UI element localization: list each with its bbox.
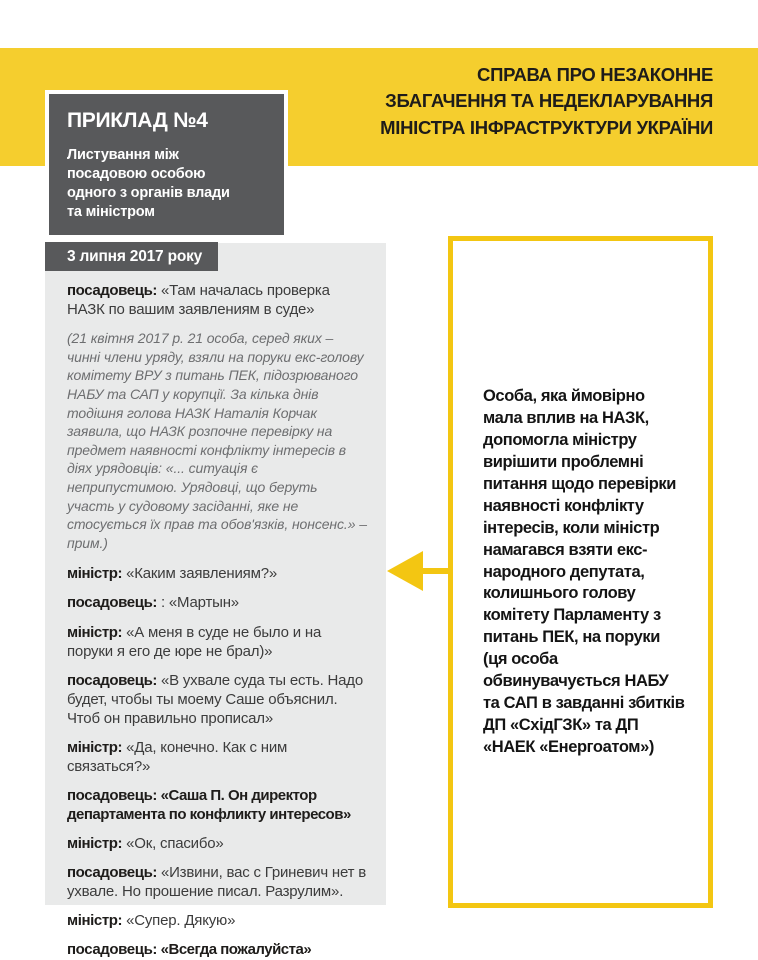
arrow-left-icon [387, 551, 423, 591]
arrow-left-icon [419, 568, 450, 574]
message-text: «Каким заявлениям?» [126, 565, 277, 583]
speaker-label: посадовець: [67, 941, 157, 959]
message-text: «Извини, вас с Гриневич нет в ухвале. Но прошение писал. Разрулим». [67, 863, 367, 901]
chat-message [67, 911, 368, 930]
chat-message [67, 623, 368, 661]
message-text: «Саша П. Он директор департамента по конфликту интересов» [67, 786, 351, 823]
speaker-label: міністр: [67, 912, 123, 930]
editorial-note: (21 квітня 2017 р. 21 особа, серед яких – чинні члени уряду, взяли на поруки екс-голову комітету ВРУ з питань ПЕК, підозрюваного НАБУ та САП у корупції. За кілька днів тодішня голова НАЗК Наталія Корчак заявила, що НАЗК розпочне перевірку на предмет наявності конфлікту інтересів в діях урядовців: «... ситуація є неприпустимою. Урядовці, що беруть участь у судовому засіданні, яке не стосується їх прав та обов'язків, нонсенс.» – прим.) [67, 330, 367, 551]
example-badge-subtitle: Листування між посадовою особою одного з органів влади та міністром [67, 147, 230, 220]
chat-message [67, 786, 368, 824]
chat-message [67, 281, 368, 319]
speaker-label: міністр: [67, 623, 123, 641]
speaker-label: міністр: [67, 565, 123, 583]
speaker-label: міністр: [67, 738, 123, 756]
message-text: : «Мартын» [160, 594, 239, 612]
example-badge-title: ПРИКЛАД №4 [67, 109, 208, 132]
speaker-label: посадовець: [67, 671, 157, 689]
message-text: «Там началась проверка НАЗК по вашим заявлениям в суде» [67, 282, 330, 319]
callout-text: Особа, яка ймовірно мала вплив на НАЗК, допомогла міністру вирішити проблемні питання щодо перевірки наявності конфлікту інтересів, коли міністр намагався взяти екс-народного депутата, колишнього голову комітету Парламенту з питань ПЕК, на поруки (ця особа обвинувачується НАБУ та САП в завданні збитків ДП «СхідГЗК» та ДП «НАЕК «Енергоатом») [483, 387, 685, 756]
case-title: СПРАВА ПРО НЕЗАКОННЕ ЗБАГАЧЕННЯ ТА НЕДЕКЛАРУВАННЯ МІНІСТРА ІНФРАСТРУКТУРИ УКРАЇНИ [380, 64, 713, 138]
message-text: «Супер. Дякую» [126, 912, 236, 930]
chat-message [67, 671, 368, 728]
speaker-label: посадовець: [67, 594, 157, 612]
date-header: 3 липня 2017 року [45, 242, 218, 271]
message-text: «Ок, спасибо» [126, 834, 224, 852]
speaker-label: посадовець: [67, 786, 157, 804]
example-badge [45, 90, 288, 239]
message-text: «А меня в суде не было и на поруки я его де юре не брал)» [67, 623, 322, 660]
chat-message [67, 940, 368, 959]
speaker-label: посадовець: [67, 282, 157, 299]
chat-message [67, 593, 368, 612]
chat-message [67, 564, 368, 583]
message-text: «Всегда пожалуйста» [160, 941, 312, 959]
conversation-panel [45, 243, 386, 959]
speaker-label: посадовець: [67, 863, 157, 881]
speaker-label: міністр: [67, 834, 123, 852]
chat-message [67, 863, 368, 901]
chat-message [67, 834, 368, 853]
chat-message [67, 738, 368, 776]
message-text: «Да, конечно. Как с ним связаться?» [67, 738, 288, 775]
callout-box [448, 236, 713, 908]
message-text: «В ухвале суда ты есть. Надо будет, чтобы ты моему Саше объяснил. Чтоб он правильно прописал» [67, 671, 363, 727]
